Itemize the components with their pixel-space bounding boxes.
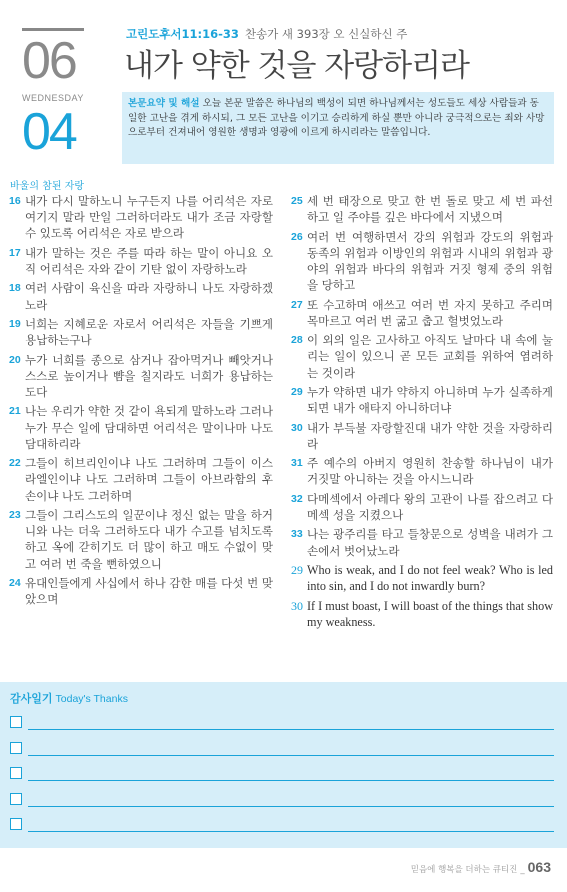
verse-number: 17: [9, 246, 21, 259]
thanks-checkbox[interactable]: [10, 818, 22, 830]
summary-text: 오늘 본문 말씀은 하나님의 백성이 되면 하나님께서는 성도들도 세상 사람들과 동일한 고난을 겪게 하시되, 그 모든 고난을 이기고 승리하게 하실 뿐만 아니라 궁극적으로는 죄와 사망으로부터 건져내어 영원한 생명과 영광에 이르게 하시리라는 말씀입니다.: [128, 98, 545, 138]
footer-tagline: 믿음에 행복을 더하는 큐티진: [410, 865, 518, 875]
page-footer: [411, 857, 551, 876]
verse-number: 20: [9, 353, 21, 366]
korean-verses: [291, 193, 553, 559]
verse: [291, 193, 553, 225]
verse: [9, 280, 273, 312]
verse: [291, 384, 553, 416]
verse: [9, 575, 273, 607]
verse: [291, 420, 553, 452]
verse-text: 다메섹에서 아레다 왕의 고관이 나를 잡으려고 다메섹 성을 지켰으나: [307, 491, 553, 522]
thanks-entry-row: [10, 741, 554, 757]
thanks-write-line[interactable]: [28, 755, 554, 756]
page-title: 내가 약한 것을 자랑하리라: [124, 48, 469, 84]
verse-text: 그들이 그리스도의 일꾼이냐 정신 없는 말을 하거니와 나는 더욱 그러하도다 내가 수고를 넘치도록 하고 옥에 갇히기도 더 많이 하고 매도 수없이 맞고 여러 번 죽을 뻔하였으니: [25, 507, 273, 571]
thanks-entry-row: [10, 792, 554, 808]
verse: [9, 455, 273, 504]
footer-separator: _: [520, 865, 525, 875]
verse-text: 너희는 지혜로운 자로서 어리석은 자들을 기쁘게 용납하는구나: [25, 316, 273, 348]
scripture-column-right: [291, 193, 553, 634]
verse-number: 18: [9, 282, 21, 295]
thanks-title: [10, 690, 128, 706]
verse-number: 27: [291, 298, 303, 311]
thanks-write-line[interactable]: [28, 806, 554, 807]
section-label: 바울의 참된 자랑: [10, 181, 84, 192]
scripture-column-left: [9, 193, 273, 611]
thanks-write-line[interactable]: [28, 780, 554, 781]
date-block: [22, 28, 84, 161]
verse-number: 29: [291, 385, 303, 398]
verse: [291, 562, 553, 595]
verse-number: 31: [291, 457, 303, 470]
verse: [9, 316, 273, 348]
verse-number: 30: [291, 421, 303, 434]
thanks-checkbox[interactable]: [10, 742, 22, 754]
thanks-write-line[interactable]: [28, 831, 554, 832]
thanks-write-line[interactable]: [28, 729, 554, 730]
verse-text: 이 외의 일은 고사하고 아직도 날마다 내 속에 눌리는 일이 있으니 곧 모든 교회를 위하여 염려하는 것이라: [307, 333, 553, 380]
verse-text: Who is weak, and I do not feel weak? Who is led into sin, and I do not inwardly burn?: [307, 562, 553, 594]
verse-number: 21: [9, 405, 21, 418]
verse-number: 25: [291, 195, 303, 207]
verse-number: 30: [291, 598, 303, 613]
verse-text: 나는 광주리를 타고 들창문으로 성벽을 내려가 그 손에서 벗어났노라: [307, 527, 553, 558]
thanks-journal: [0, 682, 567, 848]
verse-number: 23: [9, 508, 21, 521]
verse: [9, 352, 273, 401]
summary-box: [122, 92, 554, 164]
verse: [9, 507, 273, 572]
verse: [9, 245, 273, 277]
thanks-entry-row: [10, 817, 554, 833]
summary-label: 본문요약 및 해설: [128, 98, 200, 109]
verse-text: 내가 부득불 자랑할진대 내가 약한 것을 자랑하리라: [307, 420, 553, 451]
verse-number: 22: [9, 457, 21, 470]
verse: [291, 455, 553, 487]
english-verses: [291, 562, 553, 630]
thanks-title-ko: 감사일기: [10, 692, 53, 705]
thanks-checkbox[interactable]: [10, 716, 22, 728]
verse: [291, 491, 553, 523]
hymn-reference: 찬송가 새 393장 오 신실하신 주: [244, 27, 408, 41]
verse-number: 26: [291, 230, 303, 243]
verse: [291, 526, 553, 558]
passage-reference: 고린도후서11:16-33: [126, 27, 239, 41]
verse: [291, 229, 553, 294]
verse-number: 33: [291, 528, 303, 541]
verse-text: 주 예수의 아버지 영원히 찬송할 하나님이 내가 거짓말 아니하는 것을 아시느니라: [307, 456, 553, 487]
verse-number: 16: [9, 195, 21, 207]
verse: [291, 332, 553, 381]
verse-text: 누가 약하면 내가 약하지 아니하며 누가 실족하게 되면 내가 애타지 아니하더냐: [307, 384, 553, 416]
date-weekday: WEDNESDAY: [22, 93, 84, 103]
verse-text: 나는 우리가 약한 것 같이 욕되게 말하노라 그러나 누가 무슨 일에 담대하면 어리석은 말이나마 나도 담대하리라: [25, 404, 273, 451]
date-day: 04: [22, 103, 76, 161]
verse: [9, 193, 273, 242]
verse-text: 또 수고하며 애쓰고 여러 번 자지 못하고 주리며 목마르고 여러 번 굶고 춥고 헐벗었노라: [307, 297, 553, 328]
verse-text: 여러 사람이 육신을 따라 자랑하니 나도 자랑하겠노라: [25, 281, 273, 312]
verse: [291, 598, 553, 631]
verse-number: 24: [9, 576, 21, 589]
thanks-entry-row: [10, 715, 554, 731]
verse-text: If I must boast, I will boast of the things that show my weakness.: [307, 598, 553, 630]
page-number: 063: [527, 859, 551, 875]
thanks-title-en: Today's Thanks: [55, 693, 128, 705]
verse-number: 19: [9, 317, 21, 330]
verse: [9, 403, 273, 452]
thanks-checkbox[interactable]: [10, 767, 22, 779]
verse-text: 내가 말하는 것은 주를 따라 하는 말이 아니요 오직 어리석은 자와 같이 기탄 없이 자랑하노라: [25, 245, 273, 276]
date-month: 06: [22, 32, 76, 90]
verse-text: 여러 번 여행하면서 강의 위험과 강도의 위험과 동족의 위험과 이방인의 위험과 시내의 위험과 광야의 위험과 바다의 위험과 거짓 형제 중의 위험을 당하고: [307, 229, 553, 293]
thanks-entry-row: [10, 766, 554, 782]
thanks-checkbox[interactable]: [10, 793, 22, 805]
verse-number: 28: [291, 334, 303, 347]
verse-number: 29: [291, 562, 303, 577]
verse-text: 누가 너희를 종으로 삼거나 잡아먹거나 빼앗거나 스스로 높이거나 뺨을 칠지라도 너희가 용납하는도다: [25, 352, 273, 399]
verse-text: 유대인들에게 사십에서 하나 감한 매를 다섯 번 맞았으며: [25, 575, 273, 607]
verse-number: 32: [291, 492, 303, 505]
verse: [291, 297, 553, 329]
verse-text: 세 번 태장으로 맞고 한 번 돌로 맞고 세 번 파선하고 일 주야를 깊은 바다에서 지냈으며: [307, 194, 553, 225]
verse-text: 내가 다시 말하노니 누구든지 나를 어리석은 자로 여기지 말라 만일 그러하더라도 내가 조금 자랑할 수 있도록 어리석은 자로 받으라: [25, 194, 273, 241]
verse-text: 그들이 히브리인이냐 나도 그러하며 그들이 이스라엘인이냐 나도 그러하며 그들이 아브라함의 후손이냐 나도 그러하며: [25, 456, 273, 503]
